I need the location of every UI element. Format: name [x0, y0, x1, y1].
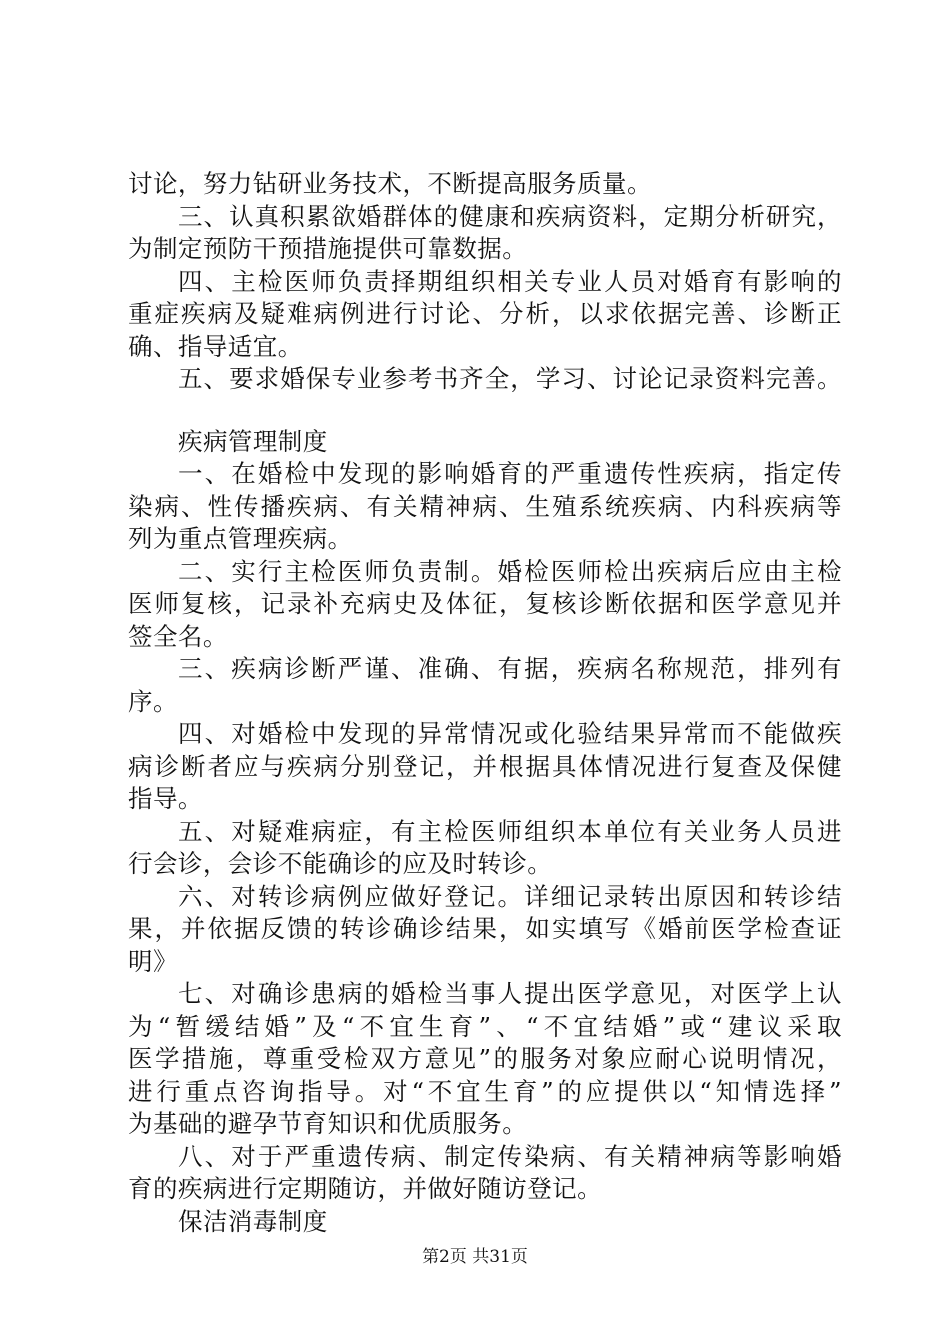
document-body: [128, 168, 842, 1238]
paragraph-item-3: [128, 201, 842, 266]
section-heading-disease-management: [128, 426, 842, 459]
text-line: 七、对确诊患病的婚检当事人提出医学意见，对医学上认: [178, 979, 842, 1008]
text-line: 三、认真积累欲婚群体的健康和疾病资料，定期分析研究，: [178, 201, 842, 231]
paragraph-item-5: [128, 363, 842, 396]
paragraph-rule-8: [128, 1141, 842, 1206]
text-line: 四、对婚检中发现的异常情况或化验结果异常而不能做疾: [178, 719, 842, 748]
text-line: 病诊断者应与疾病分别登记，并根据具体情况进行复查及保健: [128, 751, 842, 781]
paragraph-continuation: [128, 168, 842, 201]
section-gap: [128, 396, 842, 426]
text-line: 三、疾病诊断严谨、准确、有据，疾病名称规范，排列有: [178, 654, 842, 683]
text-line: 六、对转诊病例应做好登记。详细记录转出原因和转诊结: [178, 881, 842, 911]
text-line: 行会诊，会诊不能确诊的应及时转诊。: [128, 849, 553, 878]
paragraph-rule-4: [128, 718, 842, 816]
text-line: 五、对疑难病症，有主检医师组织本单位有关业务人员进: [178, 816, 842, 846]
text-line: 染病、性传播疾病、有关精神病、生殖系统疾病、内科疾病等: [128, 491, 842, 521]
text-line: 为制定预防干预措施提供可靠数据。: [128, 234, 528, 263]
text-line: 二、实行主检医师负责制。婚检医师检出疾病后应由主检: [178, 556, 842, 586]
text-line: 进行重点咨询指导。对“不宜生育”的应提供以“知情选择”: [128, 1076, 842, 1106]
text-line: 医学措施，尊重受检双方意见”的服务对象应耐心说明情况，: [128, 1044, 842, 1073]
paragraph-rule-3: [128, 653, 842, 718]
text-line: 讨论，努力钻研业务技术，不断提高服务质量。: [128, 169, 652, 198]
text-line: 四、主检医师负责择期组织相关专业人员对婚育有影响的: [178, 266, 842, 296]
text-line: 重症疾病及疑难病例进行讨论、分析，以求依据完善、诊断正: [128, 299, 842, 328]
text-line: 一、在婚检中发现的影响婚育的严重遗传性疾病，指定传: [178, 459, 842, 488]
text-line: 医师复核，记录补充病史及体征，复核诊断依据和医学意见并: [128, 589, 842, 618]
paragraph-rule-7: [128, 978, 842, 1141]
paragraph-item-4: [128, 266, 842, 364]
text-line: 育的疾病进行定期随访，并做好随访登记。: [128, 1174, 603, 1203]
text-line: 签全名。: [128, 621, 228, 651]
text-line: 确、指导适宜。: [128, 331, 303, 361]
page-number-footer: 第2页 共31页: [422, 1247, 528, 1267]
paragraph-rule-5: [128, 816, 842, 881]
section-heading: 保洁消毒制度: [178, 1206, 328, 1236]
text-line: 为基础的避孕节育知识和优质服务。: [128, 1109, 528, 1138]
text-line: 列为重点管理疾病。: [128, 524, 353, 553]
text-line: 序。: [128, 686, 178, 716]
text-line: 五、要求婚保专业参考书齐全，学习、讨论记录资料完善。: [178, 364, 842, 393]
text-line: 明》: [128, 946, 178, 976]
text-line: 八、对于严重遗传病、制定传染病、有关精神病等影响婚: [178, 1141, 842, 1171]
text-line: 指导。: [128, 784, 203, 813]
text-line: 为“暂缓结婚”及“不宜生育”、“不宜结婚”或“建议采取: [128, 1011, 842, 1041]
section-heading-cleaning-disinfection: [128, 1206, 842, 1239]
text-line: 果，并依据反馈的转诊确诊结果，如实填写《婚前医学检查证: [128, 914, 842, 943]
section-heading: 疾病管理制度: [178, 426, 328, 456]
paragraph-rule-2: [128, 556, 842, 654]
paragraph-rule-6: [128, 881, 842, 979]
paragraph-rule-1: [128, 458, 842, 556]
